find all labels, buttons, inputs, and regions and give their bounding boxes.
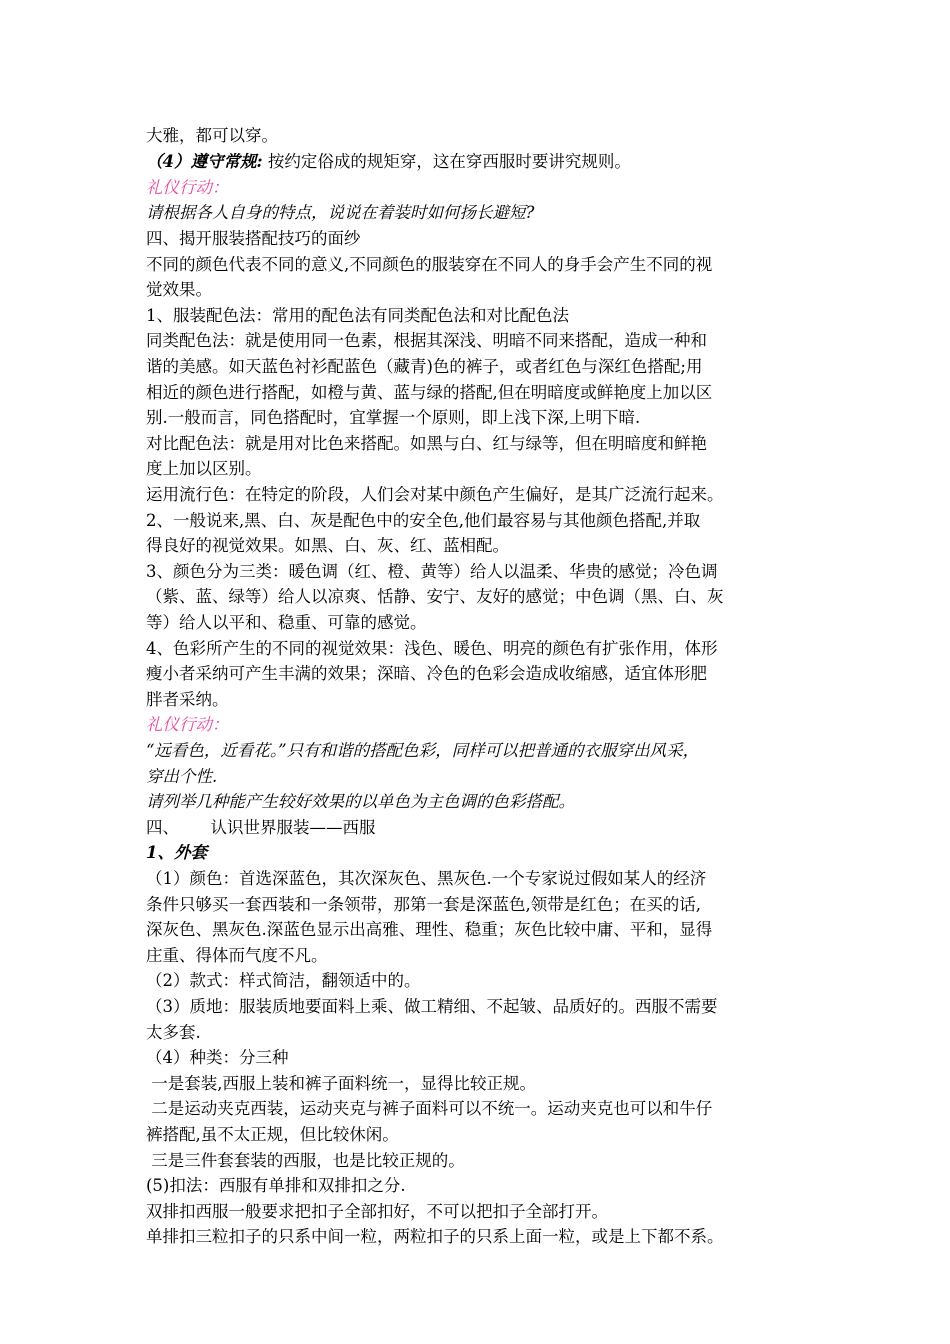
etiquette-action-label: 礼仪行动： [146, 715, 229, 734]
text-line: 请列举几种能产生较好效果的以单色为主色调的色彩搭配。 [146, 792, 575, 811]
text-line: 相近的颜色进行搭配，如橙与黄、蓝与绿的搭配,但在明暗度或鲜艳度上加以区 [146, 383, 713, 402]
text-line: (5)扣法：西服有单排和双排扣之分. [146, 1176, 406, 1195]
text-line: 3、颜色分为三类：暖色调（红、橙、黄等）给人以温柔、华贵的感觉；冷色调 [146, 562, 718, 581]
text-line: 二是运动夹克西装，运动夹克与裤子面料可以不统一。运动夹克也可以和牛仔 [146, 1099, 713, 1118]
text-line: 单排扣三粒扣子的只系中间一粒，两粒扣子的只系上面一粒，或是上下都不系。 [146, 1227, 724, 1246]
text-line: 度上加以区别。 [146, 459, 262, 478]
text-line: 4、色彩所产生的不同的视觉效果：浅色、暖色、明亮的颜色有扩张作用，体形 [146, 639, 718, 658]
text-line: 胖者采纳。 [146, 690, 229, 709]
text-line: （3）质地：服装质地要面料上乘、做工精细、不起皱、品质好的。西服不需要 [146, 997, 718, 1016]
text-line: 请根据各人自身的特点，说说在着装时如何扬长避短? [146, 203, 535, 222]
text-line: 大雅，都可以穿。 [146, 126, 278, 145]
text-line: 觉效果。 [146, 280, 212, 299]
text-line: 裤搭配,虽不太正规，但比较休闲。 [146, 1125, 399, 1144]
text-line: 运用流行色：在特定的阶段，人们会对某中颜色产生偏好，是其广泛流行起来。 [146, 485, 724, 504]
text-line: 三是三件套套装的西服，也是比较正规的。 [146, 1151, 465, 1170]
text-span: 按约定俗成的规矩穿，这在穿西服时要讲究规则。 [267, 152, 631, 171]
section-heading: 四、 认识世界服装——西服 [146, 818, 376, 837]
text-line: 双排扣西服一般要求把扣子全部扣好，不可以把扣子全部打开。 [146, 1202, 608, 1221]
text-line: “远看色，近看花。”只有和谐的搭配色彩，同样可以把普通的衣服穿出风采， [146, 741, 700, 760]
text-line: （4）种类：分三种 [146, 1048, 289, 1067]
text-line: 对比配色法：就是用对比色来搭配。如黑与白、红与绿等，但在明暗度和鲜艳 [146, 434, 707, 453]
text-line: 别.一般而言，同色搭配时，宜掌握一个原则，即上浅下深,上明下暗. [146, 408, 641, 427]
text-line: 瘦小者采纳可产生丰满的效果；深暗、冷色的色彩会造成收缩感，适宜体形肥 [146, 664, 707, 683]
text-line: 等）给人以平和、稳重、可靠的感觉。 [146, 613, 427, 632]
text-line: 庄重、得体而气度不凡。 [146, 946, 328, 965]
text-line: 一是套装,西服上装和裤子面料统一，显得比较正规。 [146, 1074, 536, 1093]
text-line: 1、服装配色法：常用的配色法有同类配色法和对比配色法 [146, 306, 569, 325]
bold-heading: （4）遵守常规: [146, 152, 263, 171]
subsection-heading: 1、外套 [146, 843, 207, 862]
text-line: 不同的颜色代表不同的意义,不同颜色的服装穿在不同人的身手会产生不同的视 [146, 255, 713, 274]
text-line: 穿出个性. [146, 767, 218, 786]
text-line: 深灰色、黑灰色.深蓝色显示出高雅、理性、稳重；灰色比较中庸、平和，显得 [146, 920, 713, 939]
text-line: （2）款式：样式简洁，翻领适中的。 [146, 971, 421, 990]
text-line: 谐的美感。如天蓝色衬衫配蓝色（藏青)色的裤子，或者红色与深红色搭配;用 [146, 357, 703, 376]
section-heading: 四、揭开服装搭配技巧的面纱 [146, 229, 361, 248]
text-line: 太多套. [146, 1023, 201, 1042]
text-line: （1）颜色：首选深蓝色，其次深灰色、黑灰色.一个专家说过假如某人的经济 [146, 869, 707, 888]
text-line [146, 150, 631, 174]
text-line: 2、一般说来,黑、白、灰是配色中的安全色,他们最容易与其他颜色搭配,并取 [146, 511, 701, 530]
text-line: 同类配色法：就是使用同一色素，根据其深浅、明暗不同来搭配，造成一种和 [146, 331, 707, 350]
text-line: 得良好的视觉效果。如黑、白、灰、红、蓝相配。 [146, 536, 509, 555]
text-line: （紫、蓝、绿等）给人以凉爽、恬静、安宁、友好的感觉；中色调（黑、白、灰 [146, 587, 724, 606]
text-line: 条件只够买一套西装和一条领带，那第一套是深蓝色,领带是红色；在买的话, [146, 895, 701, 914]
etiquette-action-label: 礼仪行动： [146, 178, 229, 197]
